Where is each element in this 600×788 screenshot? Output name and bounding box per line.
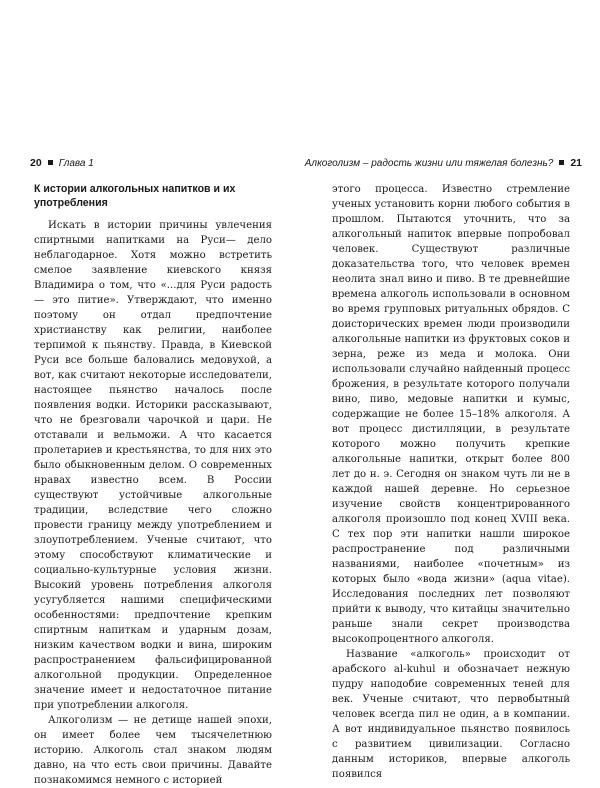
running-head-left (30, 156, 94, 170)
square-bullet-icon (48, 160, 53, 165)
right-text-column (332, 182, 570, 782)
section-heading: К истории алкогольных напитков и их употребления (34, 183, 236, 209)
page-number-left: 20 (30, 157, 42, 169)
paragraph: Алкоголизм — не детище нашей эпохи, он имеет более чем тысячелетнюю историю. Алкоголь стал знаком людям давно, на что есть свои причины. Давайте познакомимся немного с историей (34, 715, 272, 786)
paragraph: Название «алкоголь» происходит от арабского al-kuhul и обозначает нежную пудру наподобие современных теней для век. Ученые считают, что первобытный человек всегда пил не один, а в компании. А вот индивидуальное пьянство появилось с развитием цивилизации. Согласно данным историков, впервые алкоголь появился (332, 649, 570, 780)
chapter-title: Глава 1 (58, 158, 94, 169)
page-number-right: 21 (570, 157, 582, 169)
right-page (300, 0, 600, 780)
paragraph: Искать в истории причины увлечения спиртными напитками на Руси— дело неблагодарное. Хотя можно встретить смелое заявление киевского князя Владимира о том, что «...для Руси радость — это питие». Утверждают, что именно поэтому он отдал предпочтение христианству как религии, наиболее терпимой к пьянству. Правда, в Киевской Руси все больше баловались медовухой, а вот, как считают некоторые исследователи, настоящее пьянство началось после появления водки. Историки рассказывают, что не брезговали чарочкой и цари. Не отставали и вельможи. А что касается пролетариев и крестьянства, то для них это было обыкновенным делом. О современных нравах известно всем. В России существуют устойчивые алкогольные традиции, вследствие чего сложно провести границу между употреблением и злоупотреблением. Ученые считают, что этому способствуют климатические и социально-культурные условия жизни. Высокий уровень потребления алкоголя усугубляется нашими специфическими особенностями: предпочтение крепким спиртным напиткам и ударным дозам, низким качеством водки и вина, широким распространением фальсифицированной алкогольной продукции. Определенное значение имеет и недостаточное питание при употреблении алкоголя. (34, 220, 272, 711)
left-text-column (34, 182, 272, 788)
paragraph: этого процесса. Известно стремление ученых установить корни любого события в прошлом. Пытаются уточнить, что за алкогольный напиток впервые попробовал человек. Существуют различные доказательства того, что человек времен неолита знал вино и пиво. В те древнейшие времена алкоголь использовали в основном во время групповых ритуальных обрядов. С доисторических времен люди производили алкогольные напитки из фруктовых соков и зерна, реже из меда и молока. Они использовали случайно найденный процесс брожения, в результате которого получали вино, пиво, медовые напитки и кумыс, содержащие не более 15–18% алкоголя. А вот процесс дистилляции, в результате которого можно получить крепкие алкогольные напитки, открыт более 800 лет до н. э. Сегодня он знаком чуть ли не в каждой нашей деревне. Но серьезное изучение свойств концентрированного алкоголя произошло под конец XVIII века. С тех пор эти напитки нашли широкое распространение под различными названиями, наиболее «почетным» из которых было «вода жизни» (aqua vitae). Исследования последних лет позволяют прийти к выводу, что китайцы значительно раньше знали секрет производства высокопроцентного алкоголя. (332, 184, 570, 645)
running-head-right (305, 156, 582, 170)
square-bullet-icon (559, 160, 564, 165)
book-title: Алкоголизм – радость жизни или тяжелая болезнь? (304, 158, 554, 169)
left-page (0, 0, 300, 786)
